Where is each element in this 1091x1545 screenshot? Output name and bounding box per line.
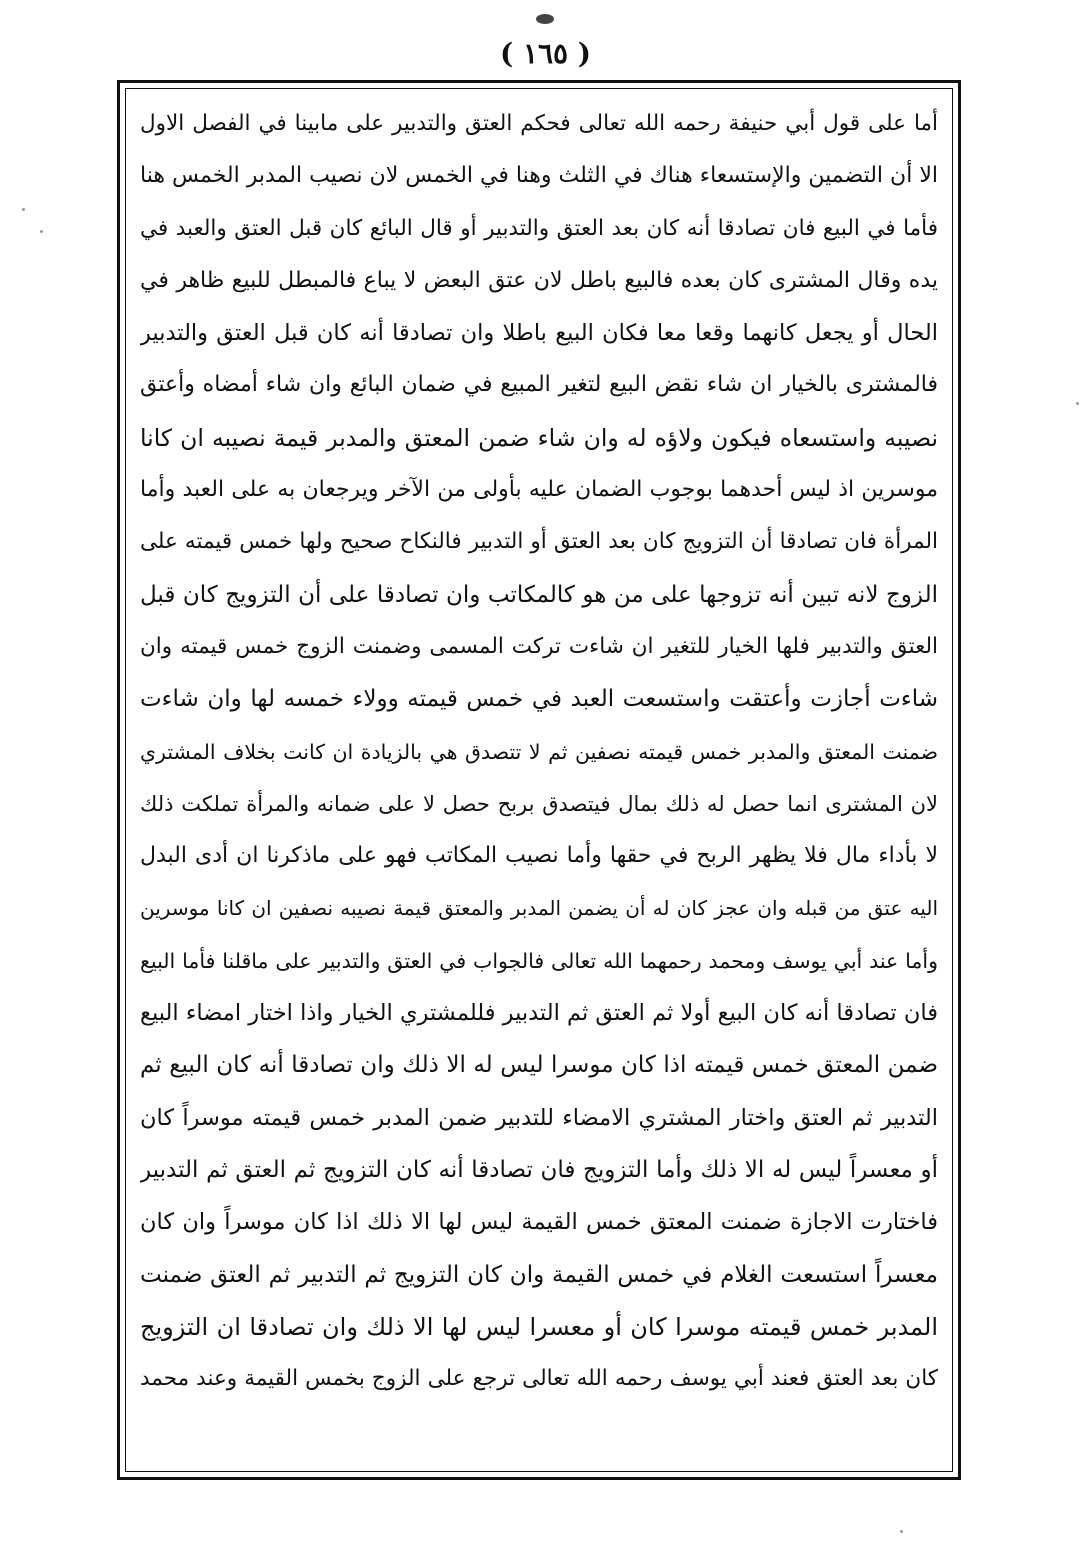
text-line: أو معسراً ليس له الا ذلك وأما التزويج فان تصادقا أنه كان التزويج ثم العتق ثم التدبير bbox=[140, 1156, 938, 1183]
text-line: المرأة فان تصادقا أن التزويج كان بعد العتق أو التدبير فالنكاح صحيح ولها خمس قيمته على bbox=[140, 529, 938, 555]
text-line: فاختارت الاجازة ضمنت المعتق خمس القيمة ليس لها الا ذلك اذا كان موسراً وان كان bbox=[140, 1209, 938, 1236]
text-line: فان تصادقا أنه كان البيع أولا ثم العتق ثم التدبير فللمشتري الخيار واذا اختار امضاء البيع bbox=[140, 1000, 938, 1027]
text-line: فالمشترى بالخيار ان شاء نقض البيع لتغير المبيع في ضمان البائع وان شاء أمضاه وأعتق bbox=[140, 372, 938, 398]
text-line: الحال أو يجعل كانهما وقعا معا فكان البيع باطلا وان تصادقا أنه كان قبل العتق والتدبير bbox=[140, 320, 938, 347]
text-line: وأما عند أبي يوسف ومحمد رحمهما الله تعالى فالجواب في العتق والتدبير على ماقلنا فأما البيع bbox=[140, 948, 938, 973]
text-line: اليه عتق من قبله وان عجز كان له أن يضمن المدبر والمعتق قيمة نصيبه نصفين ان كانا موسرين bbox=[140, 896, 938, 921]
text-line: موسرين اذ ليس أحدهما بوجوب الضمان عليه بأولى من الآخر ويرجعان به على العبد وأما bbox=[140, 477, 938, 503]
text-line: يده وقال المشترى كان بعده فالبيع باطل لان عتق البعض لا يباع فالمبطل للبيع ظاهر في bbox=[140, 267, 938, 293]
text-line: كان بعد العتق فعند أبي يوسف رحمه الله تعالى ترجع على الزوج بخمس القيمة وعند محمد bbox=[140, 1366, 938, 1392]
text-line: شاءت أجازت وأعتقت واستسعت العبد في خمس قيمته وولاء خمسه لها وان شاءت bbox=[140, 686, 938, 713]
text-line: العتق والتدبير فلها الخيار للتغير ان شاءت تركت المسمى وضمنت الزوج خمس قيمته وان bbox=[140, 633, 938, 659]
text-line: أما على قول أبي حنيفة رحمه الله تعالى فحكم العتق والتدبير على مابينا في الفصل الاول bbox=[140, 111, 938, 136]
text-line: المدبر خمس قيمته موسرا كان أو معسرا ليس لها الا ذلك وان تصادقا ان التزويج bbox=[140, 1312, 938, 1341]
scan-speck bbox=[900, 1530, 903, 1533]
scan-speck bbox=[40, 230, 43, 233]
text-line: الا أن التضمين والإستسعاء هناك في الثلث وهنا في الخمس لان نصيب المدبر الخمس هنا bbox=[140, 163, 938, 189]
text-line: الزوج لانه تبين أنه تزوجها على من هو كالمكاتب وان تصادقا على أن التزويج كان قبل bbox=[140, 581, 938, 608]
scan-speck bbox=[22, 208, 25, 211]
text-line: التدبير ثم العتق واختار المشتري الامضاء للتدبير ضمن المدبر خمس قيمته موسراً كان bbox=[140, 1104, 938, 1131]
text-line: لان المشترى انما حصل له ذلك بمال فيتصدق بربح حصل لا على ضمانه والمرأة تملكت ذلك bbox=[140, 791, 938, 816]
scan-speck bbox=[1076, 402, 1079, 405]
text-line: نصيبه واستسعاه فيكون ولاؤه له وان شاء ضمن المعتق والمدبر قيمة نصيبه ان كانا bbox=[140, 423, 938, 452]
page-number: ( ١٦٥ ) bbox=[499, 37, 592, 70]
header-ornament bbox=[536, 14, 554, 24]
text-line: معسراً استسعت الغلام في خمس القيمة وان كان التزويج ثم التدبير ثم العتق ضمنت bbox=[140, 1261, 938, 1288]
text-line: لا بأداء مال فلا يظهر الربح في حقها وأما نصيب المكاتب فهو على ماذكرنا ان أدى البدل bbox=[140, 843, 938, 869]
text-line: فأما في البيع فان تصادقا أنه كان بعد العتق والتدبير أو قال البائع كان قبل العتق والعبد في bbox=[140, 215, 938, 241]
text-line: ضمن المعتق خمس قيمته اذا كان موسرا ليس له الا ذلك وان تصادقا أنه كان البيع ثم bbox=[140, 1052, 938, 1079]
text-body bbox=[140, 98, 938, 1460]
text-line: ضمنت المعتق والمدبر خمس قيمته نصفين ثم لا تتصدق هي بالزيادة ان كانت بخلاف المشتري bbox=[140, 739, 938, 764]
